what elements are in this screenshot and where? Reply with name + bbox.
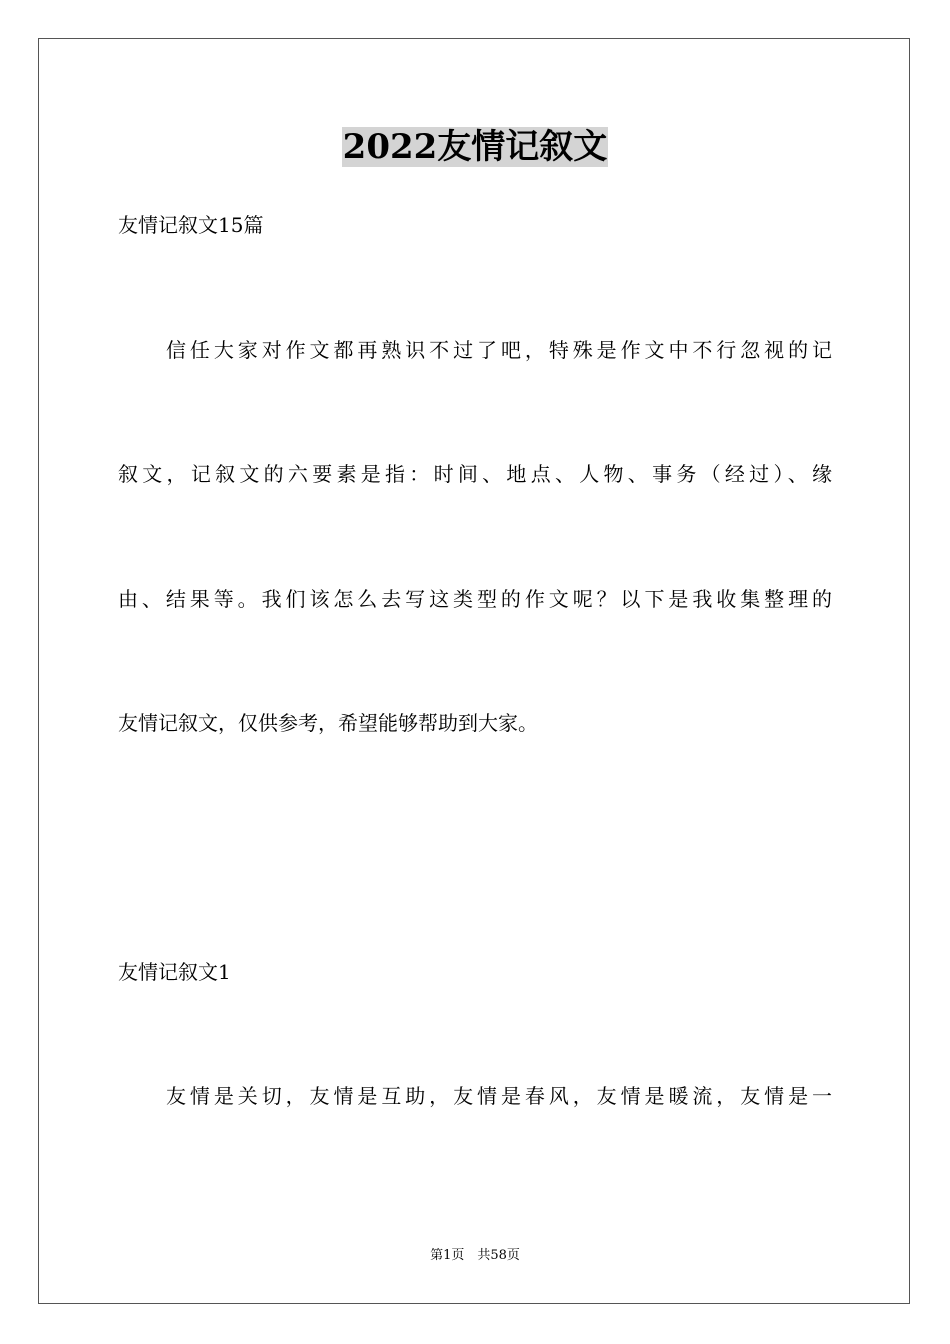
section-line-1: 友情是关切，友情是互助，友情是春风，友情是暖流，友情是一 — [166, 1084, 832, 1108]
document-title-text: 2022友情记叙文 — [342, 127, 608, 167]
document-title — [0, 124, 950, 170]
page-number-label: 第1页 共58页 — [430, 1248, 520, 1263]
page-footer — [0, 1247, 950, 1265]
intro-line-4: 友情记叙文，仅供参考，希望能够帮助到大家。 — [118, 711, 538, 735]
intro-line-3: 由、结果等。我们该怎么去写这类型的作文呢？以下是我收集整理的 — [118, 587, 832, 611]
intro-line-1: 信任大家对作文都再熟识不过了吧，特殊是作文中不行忽视的记 — [166, 338, 832, 362]
intro-line-2: 叙文，记叙文的六要素是指：时间、地点、人物、事务（经过）、缘 — [118, 462, 832, 486]
document-subtitle: 友情记叙文15篇 — [118, 213, 264, 237]
section-heading: 友情记叙文1 — [118, 960, 231, 984]
